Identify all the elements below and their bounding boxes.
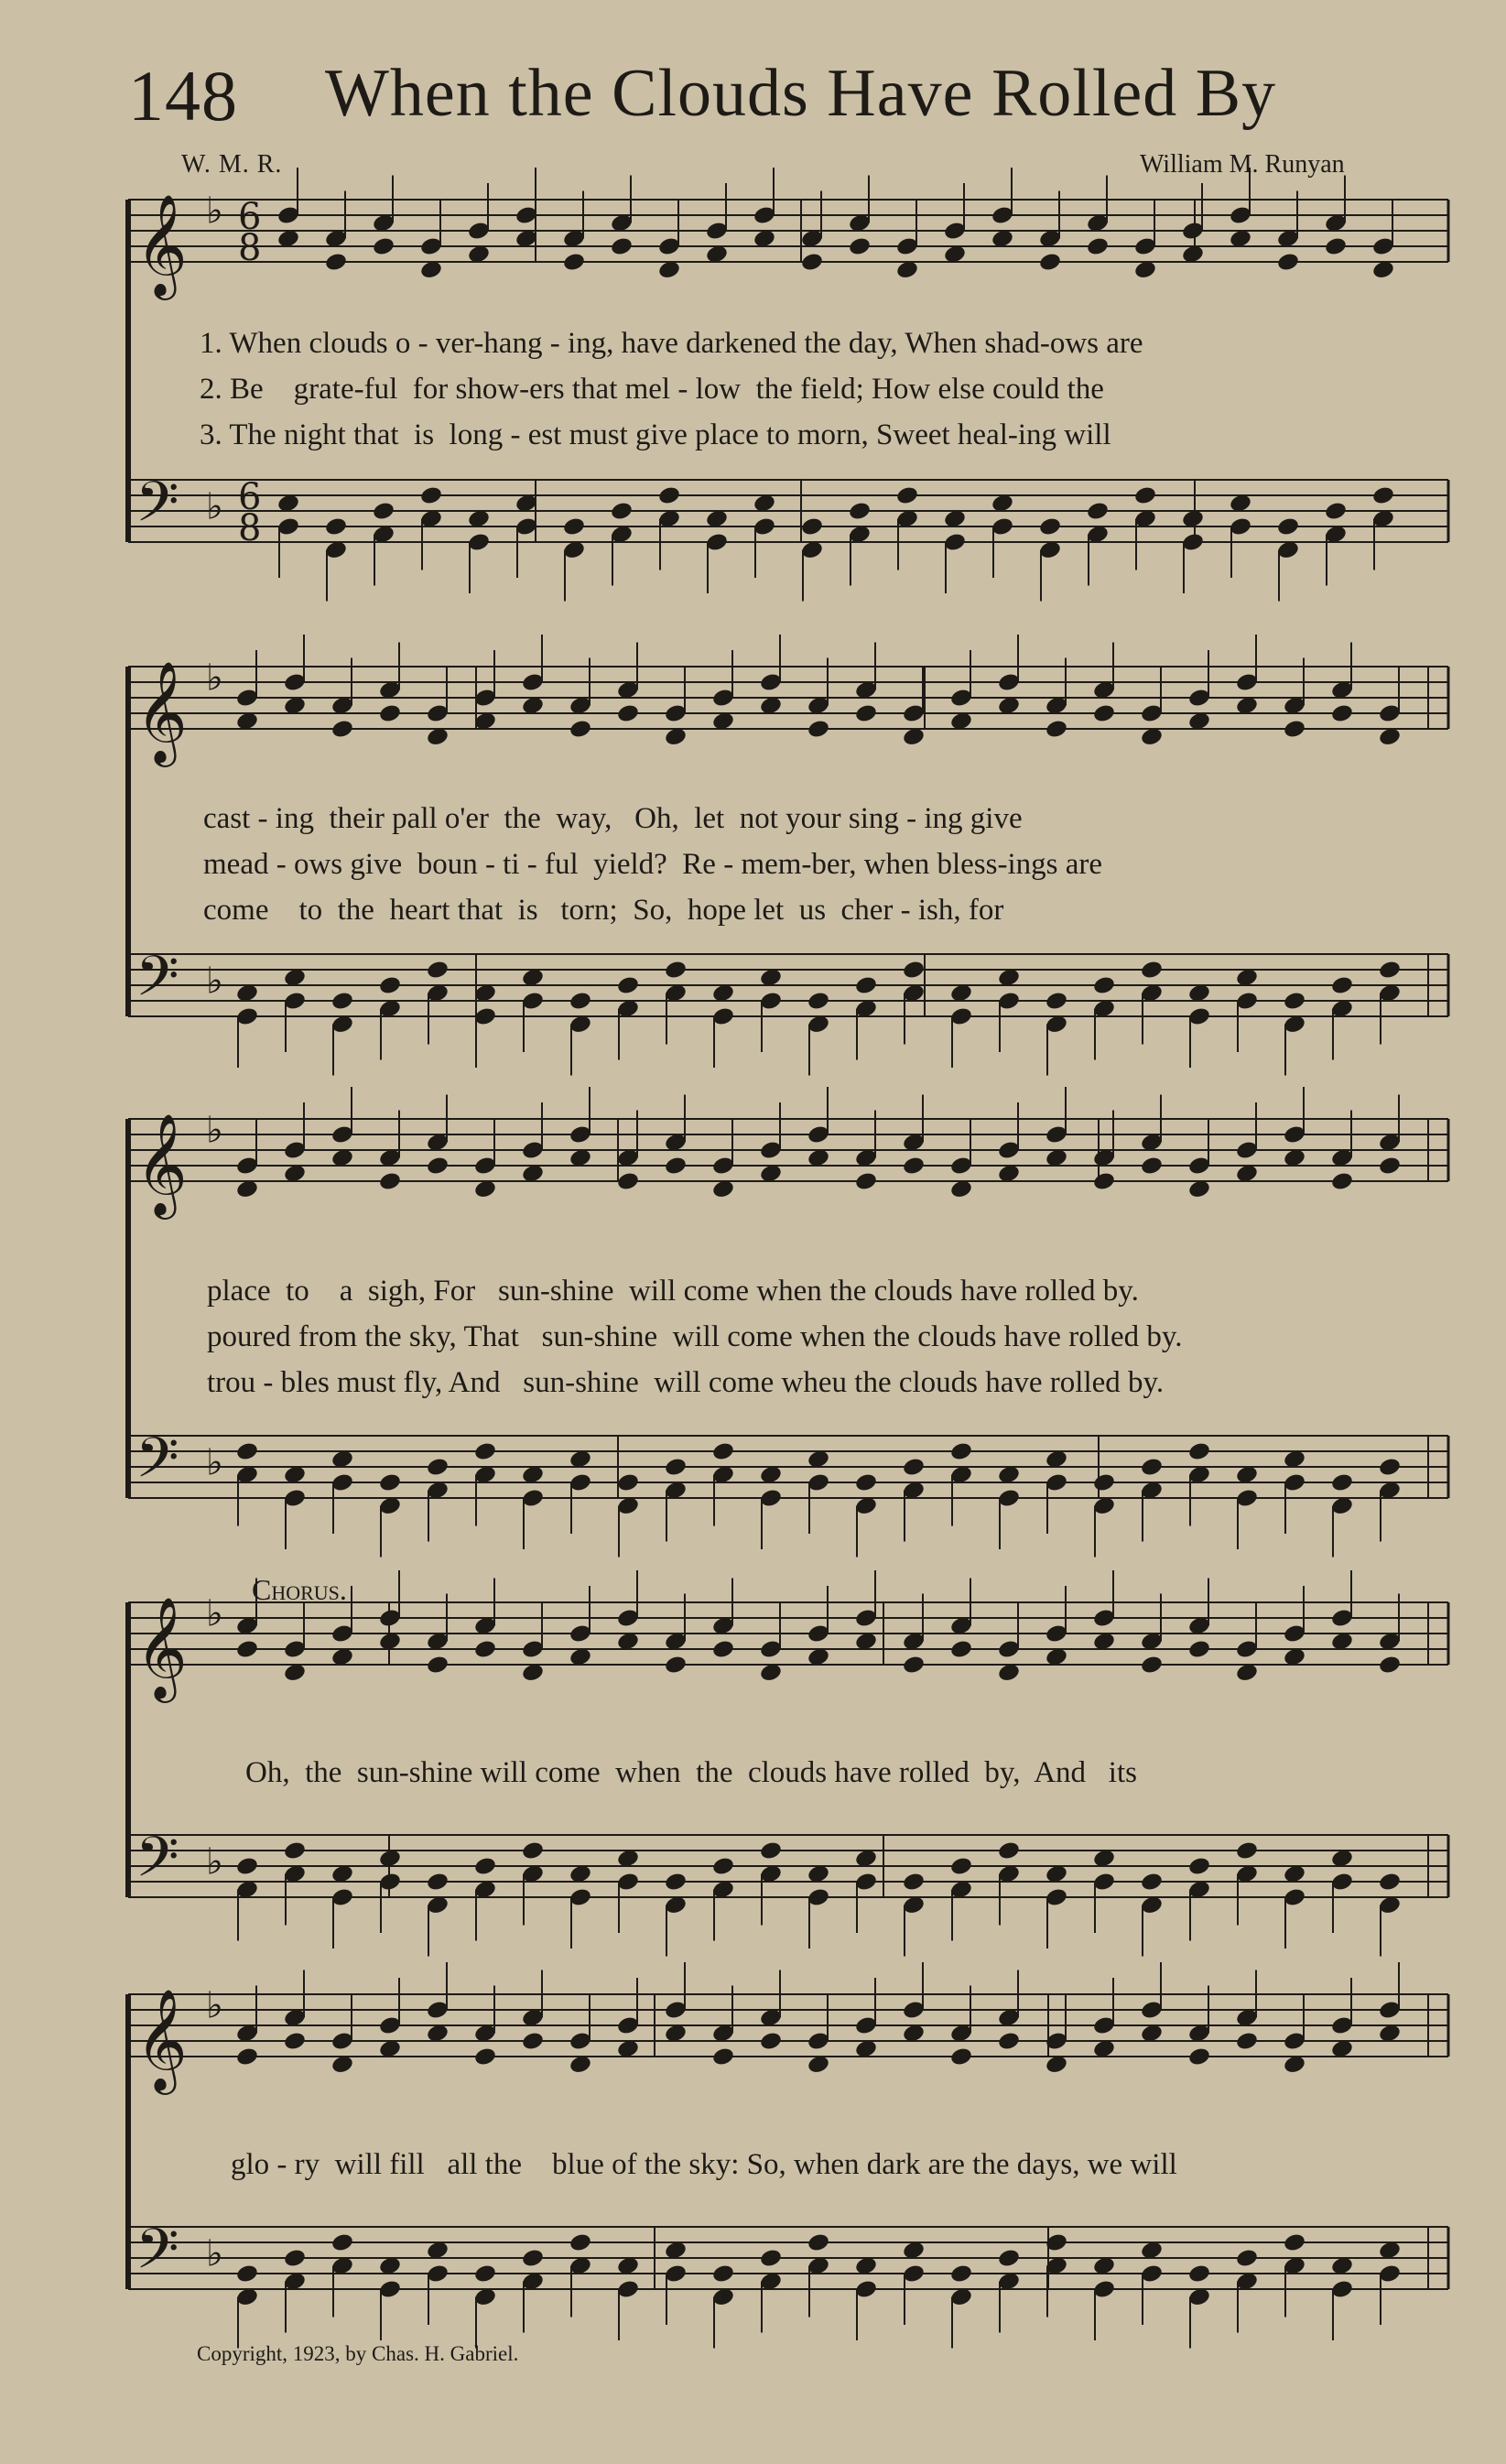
time-signature-bottom: 8: [238, 507, 262, 549]
note-head: [1187, 2046, 1211, 2068]
note-head: [902, 1655, 926, 1676]
flat-icon: ♭: [206, 1592, 223, 1635]
note-head: [378, 1472, 402, 1493]
treble-clef-icon: 𝄞: [135, 1596, 188, 1699]
lyric-line: poured from the sky, That sun-shine will come when the clouds have rolled by.: [207, 1320, 1183, 1353]
note-head: [378, 1171, 402, 1192]
lyric-line: 1. When clouds o - ver-hang - ing, have darkened the day, When shad-ows are: [200, 327, 1143, 360]
note-head: [949, 1441, 973, 1462]
note-head: [1324, 501, 1348, 522]
treble-clef-icon: 𝄞: [135, 1988, 188, 2090]
note-head: [854, 1472, 878, 1493]
note-head: [902, 1156, 926, 1177]
note-head: [1235, 1840, 1259, 1862]
note-head: [235, 1441, 259, 1462]
note-head: [330, 991, 354, 1012]
time-signature-top: 6: [238, 196, 262, 238]
note-head: [1140, 1655, 1164, 1676]
lyric-line: Oh, the sun-shine will come when the clouds have rolled by, And its: [245, 1756, 1137, 1789]
note-head: [1283, 991, 1306, 1012]
note-head: [473, 2263, 497, 2285]
note-head: [1092, 975, 1116, 996]
note-head: [902, 1872, 926, 1893]
note-head: [854, 703, 878, 724]
lyric-line: 3. The night that is long - est must give place to morn, Sweet heal-ing will: [200, 418, 1111, 451]
note-head: [1324, 236, 1348, 257]
bass-clef-icon: 𝄢: [135, 2217, 179, 2296]
note-head: [330, 719, 354, 740]
note-head: [664, 1156, 688, 1177]
note-head: [610, 236, 634, 257]
note-head: [1235, 2031, 1259, 2052]
lyric-line: 2. Be grate-ful for show-ers that mel - low the field; How else could the: [200, 373, 1104, 406]
note-head: [616, 1472, 640, 1493]
note-head: [854, 975, 878, 996]
words-credit: W. M. R.: [181, 150, 283, 179]
note-head: [1283, 719, 1306, 740]
note-head: [473, 1639, 497, 1660]
note-head: [426, 1872, 450, 1893]
note-head: [800, 516, 824, 537]
note-head: [997, 2248, 1021, 2269]
note-head: [711, 1856, 735, 1877]
note-head: [664, 1872, 688, 1893]
note-head: [1330, 703, 1354, 724]
note-head: [330, 2232, 354, 2253]
note-head: [378, 703, 402, 724]
note-head: [657, 485, 681, 506]
note-head: [759, 2031, 783, 2052]
note-head: [521, 2031, 545, 2052]
note-head: [895, 485, 919, 506]
time-signature-bottom: 8: [238, 227, 262, 269]
note-head: [283, 2031, 307, 2052]
hymn-number: 148: [128, 56, 238, 136]
note-head: [235, 2263, 259, 2285]
flat-icon: ♭: [206, 1441, 223, 1484]
note-head: [997, 2031, 1021, 2052]
flat-icon: ♭: [206, 1109, 223, 1152]
note-head: [521, 2248, 545, 2269]
note-head: [1133, 485, 1157, 506]
note-head: [1092, 1472, 1116, 1493]
note-head: [807, 2232, 830, 2253]
note-head: [616, 975, 640, 996]
note-head: [711, 2263, 735, 2285]
note-head: [949, 1639, 973, 1660]
note-head: [419, 485, 443, 506]
note-head: [949, 1856, 973, 1877]
time-signature-top: 6: [238, 476, 262, 518]
note-head: [1378, 1156, 1402, 1177]
lyric-line: mead - ows give boun - ti - ful yield? Re - mem-ber, when bless-ings are: [203, 848, 1102, 881]
note-head: [949, 2263, 973, 2285]
note-head: [283, 1840, 307, 1862]
hymn-title: When the Clouds Have Rolled By: [325, 56, 1277, 131]
note-head: [473, 2046, 497, 2068]
note-head: [1283, 2232, 1306, 2253]
treble-clef-icon: 𝄞: [135, 1113, 188, 1215]
note-head: [610, 501, 634, 522]
note-head: [1140, 960, 1164, 981]
note-head: [1378, 1457, 1402, 1478]
note-head: [1235, 2248, 1259, 2269]
flat-icon: ♭: [206, 960, 223, 1003]
note-head: [664, 1457, 688, 1478]
note-head: [1378, 1655, 1402, 1676]
flat-icon: ♭: [206, 2232, 223, 2275]
note-head: [1187, 1441, 1211, 1462]
note-head: [569, 719, 592, 740]
note-head: [711, 1639, 735, 1660]
note-head: [1140, 1457, 1164, 1478]
copyright-notice: Copyright, 1923, by Chas. H. Gabriel.: [197, 2342, 519, 2365]
note-head: [848, 501, 872, 522]
note-head: [664, 960, 688, 981]
note-head: [473, 1856, 497, 1877]
note-head: [426, 1457, 450, 1478]
treble-clef-icon: 𝄞: [135, 660, 188, 763]
note-head: [616, 1171, 640, 1192]
note-head: [1187, 1639, 1211, 1660]
note-head: [562, 516, 586, 537]
note-head: [711, 1441, 735, 1462]
note-head: [759, 2248, 783, 2269]
note-head: [1378, 960, 1402, 981]
note-head: [521, 1840, 545, 1862]
note-head: [569, 2232, 592, 2253]
note-head: [235, 2046, 259, 2068]
note-head: [664, 1655, 688, 1676]
note-head: [1086, 501, 1110, 522]
bass-clef-icon: 𝄢: [135, 1825, 179, 1904]
note-head: [1187, 1856, 1211, 1877]
note-head: [426, 960, 450, 981]
flat-icon: ♭: [206, 485, 223, 528]
note-head: [569, 991, 592, 1012]
lyric-line: glo - ry will fill all the blue of the sky: So, when dark are the days, we will: [231, 2148, 1177, 2181]
note-head: [616, 703, 640, 724]
note-head: [235, 1639, 259, 1660]
note-head: [902, 1457, 926, 1478]
note-head: [1045, 719, 1068, 740]
flat-icon: ♭: [206, 190, 223, 233]
note-head: [426, 1655, 450, 1676]
music-credit: William M. Runyan: [1140, 150, 1345, 179]
note-head: [1187, 2263, 1211, 2285]
note-head: [949, 2046, 973, 2068]
bass-clef-icon: 𝄢: [135, 944, 179, 1023]
note-head: [1330, 1171, 1354, 1192]
flat-icon: ♭: [206, 1840, 223, 1883]
note-head: [711, 2046, 735, 2068]
note-head: [324, 516, 348, 537]
flat-icon: ♭: [206, 657, 223, 700]
note-head: [1092, 703, 1116, 724]
note-head: [997, 1840, 1021, 1862]
bass-clef-icon: 𝄢: [135, 1426, 179, 1504]
note-head: [1276, 252, 1300, 273]
lyric-line: trou - bles must fly, And sun-shine will come wheu the clouds have rolled by.: [207, 1366, 1165, 1399]
bass-clef-icon: 𝄢: [135, 470, 179, 548]
lyric-line: place to a sigh, For sun-shine will come when the clouds have rolled by.: [207, 1275, 1139, 1308]
note-head: [759, 1840, 783, 1862]
note-head: [426, 1156, 450, 1177]
note-head: [1330, 1472, 1354, 1493]
note-head: [807, 991, 830, 1012]
note-head: [1330, 975, 1354, 996]
note-head: [1045, 991, 1068, 1012]
note-head: [848, 236, 872, 257]
note-head: [854, 1171, 878, 1192]
note-head: [283, 2248, 307, 2269]
note-head: [807, 719, 830, 740]
note-head: [1378, 1872, 1402, 1893]
note-head: [1038, 516, 1062, 537]
chorus-label: Chorus.: [252, 1573, 347, 1606]
flat-icon: ♭: [206, 1984, 223, 2027]
note-head: [1092, 1171, 1116, 1192]
note-head: [1038, 252, 1062, 273]
note-head: [372, 501, 395, 522]
note-head: [324, 252, 348, 273]
treble-clef-icon: 𝄞: [135, 193, 188, 296]
lyric-line: cast - ing their pall o'er the way, Oh, let not your sing - ing give: [203, 802, 1023, 835]
note-head: [473, 1441, 497, 1462]
note-head: [902, 960, 926, 981]
note-head: [1276, 516, 1300, 537]
note-head: [378, 975, 402, 996]
note-head: [372, 236, 395, 257]
note-head: [235, 1856, 259, 1877]
lyric-line: come to the heart that is torn; So, hope let us cher - ish, for: [203, 894, 1004, 927]
note-head: [562, 252, 586, 273]
note-head: [1140, 1872, 1164, 1893]
note-head: [1140, 1156, 1164, 1177]
note-head: [800, 252, 824, 273]
note-head: [1086, 236, 1110, 257]
note-head: [1371, 485, 1395, 506]
